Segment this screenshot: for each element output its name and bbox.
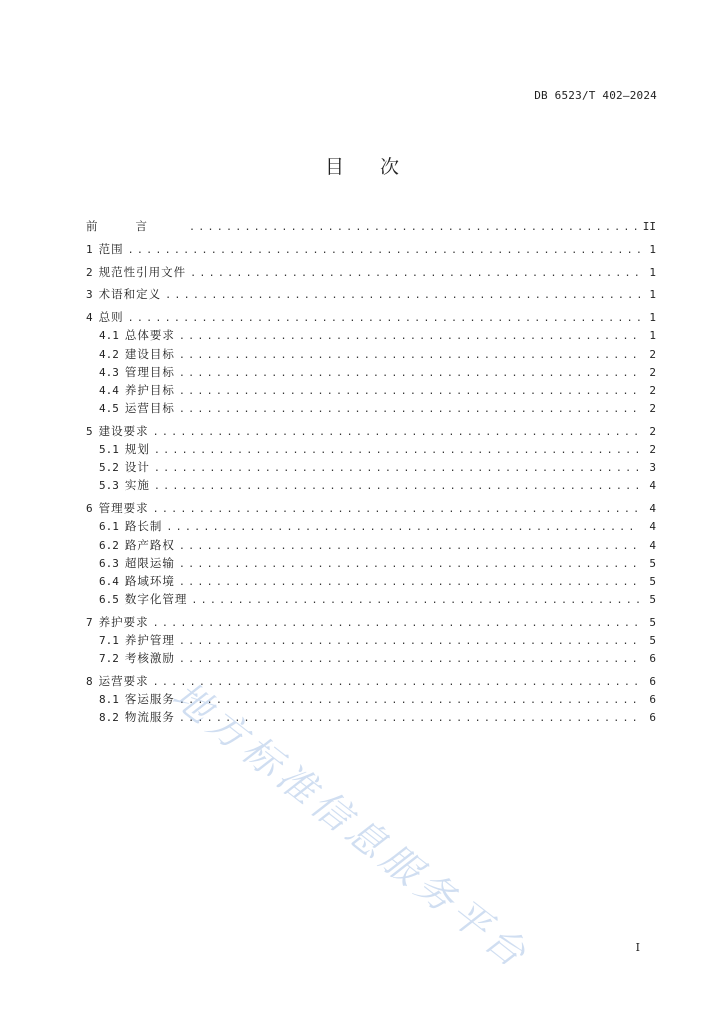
toc-entry[interactable]	[86, 286, 656, 304]
toc-entry-number: 4.4	[99, 383, 119, 397]
toc-entry-number: 6.3	[99, 556, 119, 570]
table-of-contents	[86, 218, 656, 728]
toc-entry-number: 4.5	[99, 402, 119, 416]
toc-dot-leader	[179, 368, 640, 379]
toc-entry-number: 7	[86, 615, 93, 629]
toc-title: 目次	[324, 156, 435, 178]
toc-entry-label: 路域环境	[124, 573, 175, 588]
toc-entry-page: 4	[649, 520, 656, 534]
toc-entry[interactable]	[86, 309, 656, 327]
toc-subentry[interactable]	[86, 518, 656, 536]
toc-entry-label: 管理要求	[98, 501, 149, 516]
toc-entry-page: 2	[649, 383, 656, 397]
toc-entry[interactable]	[86, 423, 656, 441]
toc-subentry[interactable]	[86, 346, 656, 364]
toc-entry-page: 4	[649, 538, 656, 552]
toc-entry-page: 6	[649, 652, 656, 666]
toc-subentry[interactable]	[86, 537, 656, 555]
toc-dot-leader	[128, 245, 640, 256]
watermark: 地方标准信息服务平台	[164, 672, 539, 979]
toc-entry-label: 设计	[124, 460, 150, 475]
toc-entry-number: 5	[86, 424, 93, 438]
toc-entry-page: 3	[649, 461, 656, 475]
toc-entry-number: 6.4	[99, 574, 119, 588]
toc-dot-leader	[128, 313, 640, 324]
toc-dot-leader	[165, 290, 640, 301]
toc-entry-page: 1	[649, 311, 656, 325]
toc-entry-number: 2	[86, 265, 93, 279]
toc-entry-number: 5.2	[99, 461, 119, 475]
toc-subentry[interactable]	[86, 441, 656, 459]
toc-subentry[interactable]	[86, 632, 656, 650]
toc-entry-label: 路产路权	[124, 537, 175, 552]
toc-dot-leader	[179, 654, 640, 665]
toc-subentry[interactable]	[86, 400, 656, 418]
toc-entry[interactable]	[86, 673, 656, 691]
toc-subentry[interactable]	[86, 459, 656, 477]
toc-entry-label: 养护管理	[124, 633, 175, 648]
toc-dot-leader	[153, 677, 640, 688]
toc-dot-leader	[190, 268, 640, 279]
toc-entry-page: 5	[649, 574, 656, 588]
toc-entry-number: 8	[86, 675, 93, 689]
toc-entry-page: 5	[649, 634, 656, 648]
toc-dot-leader	[179, 350, 640, 361]
toc-dot-leader	[166, 522, 640, 533]
toc-entry-page: 1	[649, 242, 656, 256]
toc-entry-number: 8.1	[99, 693, 119, 707]
toc-entry-page: 2	[649, 424, 656, 438]
toc-entry-page: 5	[649, 593, 656, 607]
toc-entry-number: 4.1	[99, 329, 119, 343]
toc-entry-label: 管理目标	[124, 364, 175, 379]
toc-entry-number: 6	[86, 502, 93, 516]
toc-dot-leader	[179, 713, 640, 724]
toc-entry-label: 总体要求	[124, 328, 175, 343]
document-code: DB 6523/T 402—2024	[534, 89, 657, 102]
toc-entry-page: 5	[649, 615, 656, 629]
toc-entry-number: 6.1	[99, 520, 119, 534]
toc-dot-leader	[153, 504, 640, 515]
toc-entry-page: 5	[649, 556, 656, 570]
toc-entry-label: 养护目标	[124, 382, 175, 397]
toc-entry-page: 1	[649, 265, 656, 279]
toc-entry[interactable]	[86, 614, 656, 632]
toc-entry[interactable]	[86, 500, 656, 518]
toc-entry-label: 建设目标	[124, 346, 175, 361]
toc-entry-page: 6	[649, 711, 656, 725]
toc-entry-label: 养护要求	[98, 614, 149, 629]
toc-entry-page: 4	[649, 502, 656, 516]
toc-entry-label: 实施	[124, 478, 150, 493]
toc-subentry[interactable]	[86, 573, 656, 591]
toc-dot-leader	[179, 559, 640, 570]
toc-entry-label: 总则	[98, 310, 124, 325]
toc-entry-label: 规范性引用文件	[98, 264, 187, 279]
toc-subentry[interactable]	[86, 364, 656, 382]
toc-dot-leader	[154, 445, 640, 456]
toc-subentry[interactable]	[86, 477, 656, 495]
toc-entry-number: 8.2	[99, 711, 119, 725]
toc-entry-page: 2	[649, 347, 656, 361]
toc-subentry[interactable]	[86, 327, 656, 345]
toc-dot-leader	[153, 427, 640, 438]
toc-entry-number: 1	[86, 242, 93, 256]
toc-entry-page: II	[642, 220, 656, 233]
toc-entry-page: 4	[649, 479, 656, 493]
toc-subentry[interactable]	[86, 709, 656, 727]
toc-entry-page: 2	[649, 443, 656, 457]
toc-dot-leader	[179, 386, 640, 397]
toc-dot-leader	[179, 541, 640, 552]
toc-entry-label: 术语和定义	[98, 287, 162, 302]
toc-entry-label: 客运服务	[124, 692, 175, 707]
toc-entry-number: 4.2	[99, 347, 119, 361]
toc-entry-number: 3	[86, 288, 93, 302]
toc-dot-leader	[179, 636, 640, 647]
toc-entry-label: 运营要求	[98, 674, 149, 689]
toc-subentry[interactable]	[86, 650, 656, 668]
toc-dot-leader	[189, 222, 639, 233]
toc-entry-page: 2	[649, 365, 656, 379]
toc-entry[interactable]	[86, 241, 656, 259]
toc-entry-page: 2	[649, 402, 656, 416]
toc-subentry[interactable]	[86, 691, 656, 709]
toc-dot-leader	[154, 481, 640, 492]
toc-entry-number: 4.3	[99, 365, 119, 379]
toc-entry-number: 4	[86, 311, 93, 325]
toc-entry-label: 数字化管理	[124, 592, 188, 607]
toc-subentry[interactable]	[86, 382, 656, 400]
toc-entry-number: 7.1	[99, 634, 119, 648]
toc-dot-leader	[179, 331, 640, 342]
toc-entry-label: 建设要求	[98, 423, 149, 438]
toc-entry-label: 范围	[98, 241, 124, 256]
toc-dot-leader	[179, 404, 640, 415]
toc-entry-page: 6	[649, 675, 656, 689]
page-number: I	[635, 941, 640, 954]
toc-entry[interactable]	[86, 218, 656, 236]
toc-dot-leader	[153, 618, 640, 629]
toc-entry-page: 1	[649, 288, 656, 302]
toc-entry-label: 规划	[124, 442, 150, 457]
toc-subentry[interactable]	[86, 555, 656, 573]
toc-entry-number: 5.3	[99, 479, 119, 493]
toc-entry-number: 5.1	[99, 443, 119, 457]
toc-entry-label: 运营目标	[124, 401, 175, 416]
toc-subentry[interactable]	[86, 591, 656, 609]
toc-entry-label: 考核激励	[124, 651, 175, 666]
toc-entry-number: 7.2	[99, 652, 119, 666]
toc-dot-leader	[191, 595, 640, 606]
toc-entry-label: 前言	[86, 219, 185, 233]
toc-entry[interactable]	[86, 264, 656, 282]
toc-dot-leader	[179, 695, 640, 706]
toc-entry-label: 超限运输	[124, 555, 175, 570]
toc-entry-number: 6.2	[99, 538, 119, 552]
toc-dot-leader	[179, 577, 640, 588]
toc-entry-label: 物流服务	[124, 710, 175, 725]
toc-entry-number: 6.5	[99, 593, 119, 607]
toc-entry-label: 路长制	[124, 519, 163, 534]
toc-dot-leader	[154, 463, 640, 474]
toc-entry-page: 1	[649, 329, 656, 343]
toc-entry-page: 6	[649, 693, 656, 707]
